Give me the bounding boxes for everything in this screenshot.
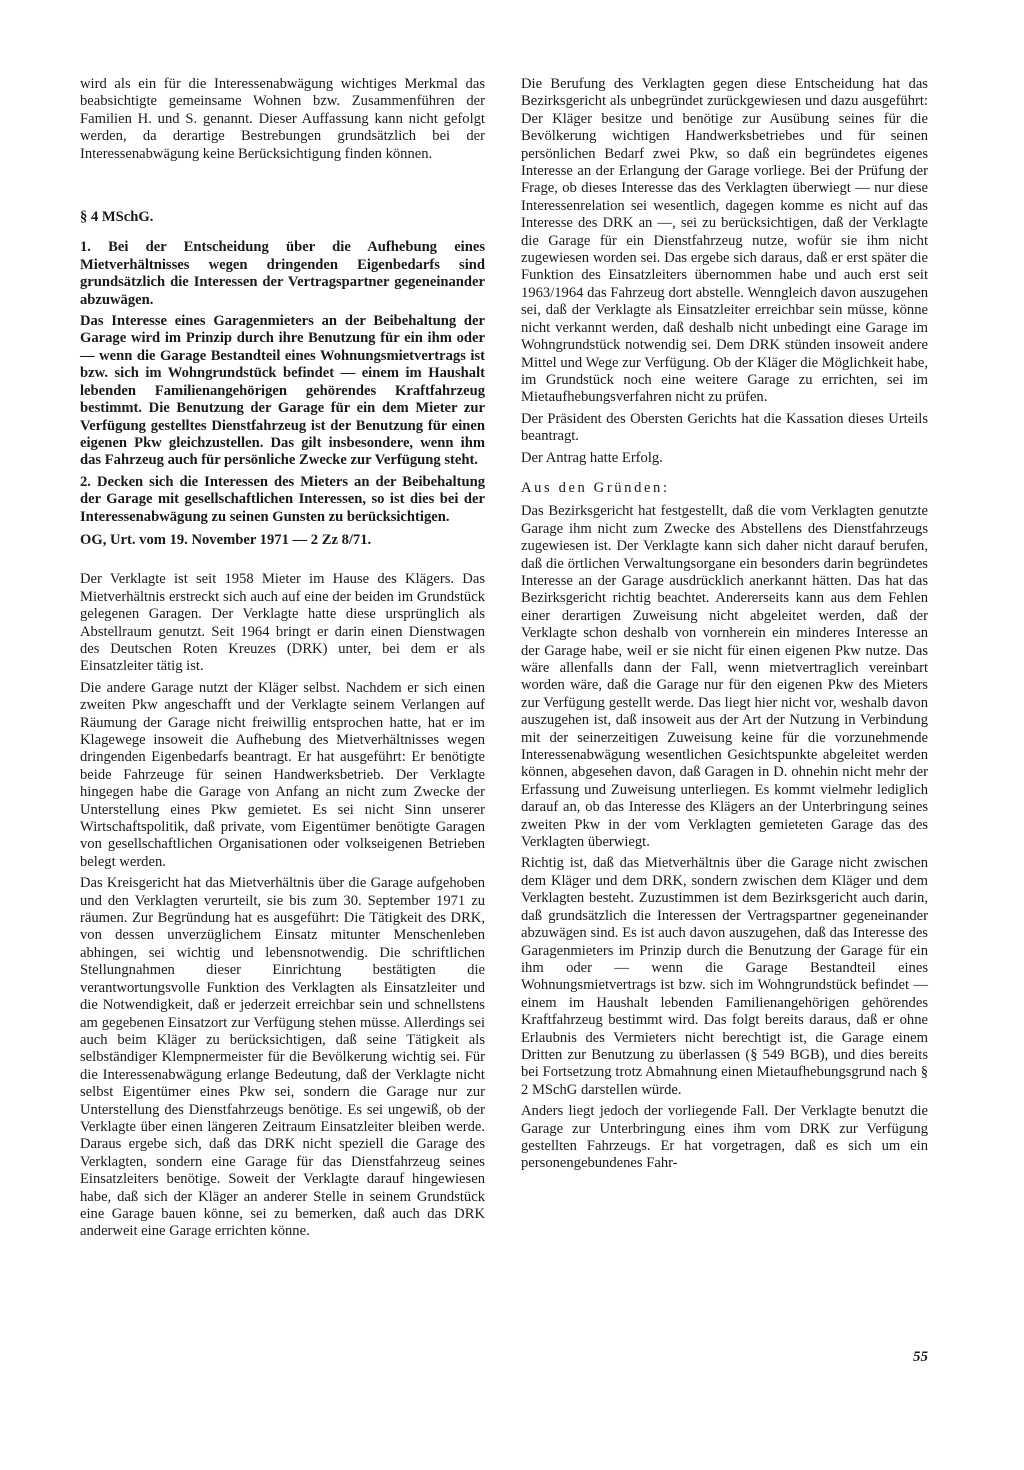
right-column — [521, 76, 928, 1177]
body-paragraph: Die andere Garage nutzt der Kläger selbst. Nachdem er sich einen zweiten Pkw angeschafft und der Verklagte seinem Verlangen auf Räumung der Garage nicht freiwillig entsprochen hatte, hat er im Klagewege insoweit die Aufhebung des Mietverhältnisses wegen dringenden Eigenbedarfs beantragt. Er hat ausgeführt: Er benötigte beide Fahrzeuge für seinen Handwerksbetrieb. Der Verklagte hingegen habe die Garage von Anfang an nicht zum Zwecke der Unterstellung eines Pkw gemietet. Es sei nicht Sinn unserer Wirtschaftspolitik, daß private, vom Eigentümer benötigte Garagen von gesellschaftlichen Organisationen oder volkseigenen Betrieben belegt werden. — [80, 679, 485, 870]
body-paragraph: Das Kreisgericht hat das Mietverhältnis über die Garage aufgehoben und den Verklagten verurteilt, sie bis zum 30. September 1971 zu räumen. Zur Begründung hat es ausgeführt: Die Tätigkeit des DRK, von dessen unverzüglichem Einsatz mitunter Menschenleben abhingen, sei wichtig und lebensnotwendig. Die schriftlichen Stellungnahmen dieser Einrichtung bestätigten die verantwortungsvolle Funktion des Verklagten als Einsatzleiter und die Notwendigkeit, daß er jederzeit erreichbar sein und schnellstens am gegebenen Einsatzort zur Verfügung stehen müsse. Allerdings sei auch beim Kläger zu berücksichtigen, daß seine Tätigkeit als selbständiger Klempnermeister für die Bevölkerung wichtig sei. Für die Interessenabwägung erlange Bedeutung, daß der Verklagte nicht selbst Eigentümer eines Pkw sei, sondern die Garage nur zur Unterstellung des Dienstfahrzeugs benötige. Es sei ungewiß, ob der Verklagte über einen längeren Zeitraum Einsatzleiter bleiben werde. Daraus ergebe sich, daß das DRK nicht speziell die Garage des Verklagten, sondern eine Garage für das Dienstfahrzeug seines Einsatzleiters benötige. Soweit der Verklagte darauf hingewiesen habe, daß sich der Kläger an anderer Stelle in seinem Grundstück eine Garage bauen könne, sei zu bemerken, daß auch das DRK anderweit eine Garage errichten könne. — [80, 875, 485, 1240]
left-column — [80, 76, 485, 1245]
court-citation: OG, Urt. vom 19. November 1971 — 2 Zz 8/71. — [80, 531, 372, 548]
headnote-1-continued: Das Interesse eines Garagenmieters an der Beibehaltung der Garage wird im Prinzip durch ihre Benutzung für ein ihm oder — wenn die Garage Bestandteil eines Wohnungsmietvertrags ist bzw. sich im Wohngrundstück befindet — einem im Haushalt lebenden Familienangehörigen gehörendes Kraftfahrzeug bestimmt. Die Benutzung der Garage für ein dem Mieter zur Verfügung gestelltes Dienstfahrzeug ist der Benutzung für einen eigenen Pkw gleichzustellen. Das gilt insbesondere, wenn ihm das Fahrzeug auch für persönliche Zwecke zur Verfügung steht. — [80, 313, 485, 469]
body-paragraph: Anders liegt jedoch der vorliegende Fall. Der Verklagte benutzt die Garage zur Unterbringung eines ihm vom DRK zur Verfügung gestellten Fahrzeugs. Er hat vorgetragen, daß es sich um ein personengebundenes Fahr- — [521, 1103, 928, 1172]
body-paragraph: Das Bezirksgericht hat festgestellt, daß die vom Verklagten genutzte Garage ihm nicht zum Zwecke des Abstellens des Dienstfahrzeugs zugewiesen ist. Der Verklagte kann sich daher nicht darauf berufen, daß die örtlichen Verwaltungsorgane ein besonders darin begründetes Interesse an der Garage ausdrücklich anerkannt hätten. Das hat das Bezirksgericht richtig beachtet. Andererseits kann aus dem Fehlen einer derartigen Zuweisung nicht abgeleitet werden, daß der Verklagte schon deshalb von vornherein ein minderes Interesse an der Garage habe, weil er sie nicht für einen eigenen Pkw nutze. Das wäre allenfalls dann der Fall, wenn mietvertraglich vereinbart worden wäre, daß die Garage nur für den eigenen Pkw des Mieters zur Verfügung gestellt werde. Das liegt hier nicht vor, weshalb davon auszugehen ist, daß insoweit aus der Art der Nutzung in Verbindung mit der seinerzeitigen Zuweisung keine für die vorzunehmende Interessenabwägung wesentlichen Gesichtspunkte abgeleitet werden können, abgesehen davon, daß Garagen in D. ohnehin nicht mehr der Erfassung und Zuweisung unterliegen. Es kommt vielmehr lediglich darauf an, ob das Interesse des Klägers an der Unterbringung seines zweiten Pkw in der vom Verklagten gemieteten Garage das des Verklagten überwiegt. — [521, 503, 928, 851]
section-heading: § 4 MSchG. — [80, 209, 154, 226]
headnote-2: 2. Decken sich die Interessen des Mieters an der Beibehaltung der Garage mit gesellschaftlichen Interessen, so ist dies bei der Interessenabwägung zu seinen Gunsten zu berücksichtigen. — [80, 473, 485, 525]
body-paragraph: Richtig ist, daß das Mietverhältnis über die Garage nicht zwischen dem Kläger und dem DRK, sondern zwischen dem Kläger und dem Verklagten besteht. Zuzustimmen ist dem Bezirksgericht auch darin, daß grundsätzlich die Interessen der Vertragspartner gegeneinander abzuwägen sind. Es ist auch davon auszugehen, daß das Interesse des Garagenmieters im Prinzip durch die Benutzung der Garage für ein ihm oder — wenn die Garage Bestandteil eines Wohnungsmietvertrags ist bzw. sich im Wohngrundstück befindet — einem im Haushalt lebenden Familienangehörigen gehörendes Kraftfahrzeug bestimmt wird. Das folgt bereits daraus, daß er ohne Erlaubnis des Vermieters nicht berechtigt ist, die Garage einem Dritten zur Benutzung zu überlassen (§ 549 BGB), und dies bereits bei Fortsetzung trotz Abmahnung einen Mietaufhebungsgrund nach § 2 MSchG darstellen würde. — [521, 855, 928, 1098]
body-paragraph: Die Berufung des Verklagten gegen diese Entscheidung hat das Bezirksgericht als unbegründet zurückgewiesen und dazu ausgeführt: Der Kläger besitze und benötige zur Ausübung seines für die Bevölkerung wichtigen Handwerksbetriebes und für seinen persönlichen Bedarf zwei Pkw, so daß ein begründetes eigenes Interesse an der Erlangung der Garage vorliege. Bei der Prüfung der Frage, ob dieses Interesse das des Verklagten überwiegt — nur diese Interessenrelation sei wesentlich, dagegen komme es nicht auf das Interesse des DRK an —, sei zu berücksichtigen, daß der Verklagte die Garage für ein Dienstfahrzeug nutze, wofür sie ihm nicht zugewiesen worden sei. Das ergebe sich daraus, daß er erst später die Funktion des Einsatzleiters übernommen habe und auch erst seit 1963/1964 das Fahrzeug dort abstelle. Wenngleich davon auszugehen sei, daß der Verklagte als Einsatzleiter erreichbar sein müsse, könne nicht verkannt werden, daß deshalb nicht unbedingt eine Garage im Wohngrundstück notwendig sei. Dem DRK stünden insoweit andere Mittel und Wege zur Verfügung. Ob der Kläger die Möglichkeit habe, im Grundstück noch eine weitere Garage zu errichten, sei im Mietaufhebungsverfahren nicht zu prüfen. — [521, 76, 928, 406]
body-paragraph: Der Präsident des Obersten Gerichts hat die Kassation dieses Urteils beantragt. — [521, 410, 928, 445]
intro-paragraph: wird als ein für die Interessenabwägung wichtiges Merkmal das beabsichtigte gemeinsame Wohnen bzw. Zusammenführen der Familien H. und S. genannt. Dieser Auffassung kann nicht gefolgt werden, da derartige Bestrebungen grundsätzlich bei der Interessenabwägung keine Berücksichtigung finden können. — [80, 76, 485, 162]
headnote-1: 1. Bei der Entscheidung über die Aufhebung eines Mietverhältnisses wegen dringenden Eigenbedarfs sind grundsätzlich die Interessen der Vertragspartner gegeneinander abzuwägen. — [80, 239, 485, 308]
body-paragraph: Der Antrag hatte Erfolg. — [521, 449, 663, 466]
reasons-heading: Aus den Gründen: — [521, 479, 670, 496]
body-paragraph: Der Verklagte ist seit 1958 Mieter im Hause des Klägers. Das Mietverhältnis erstreckt sich auch auf eine der beiden im Grundstück gelegenen Garagen. Der Verklagte hatte diese ursprünglich als Abstellraum genutzt. Seit 1964 bringt er darin einen Dienstwagen des Deutschen Roten Kreuzes (DRK) unter, bei dem er als Einsatzleiter tätig ist. — [80, 571, 485, 675]
page-number: 55 — [913, 1349, 928, 1365]
